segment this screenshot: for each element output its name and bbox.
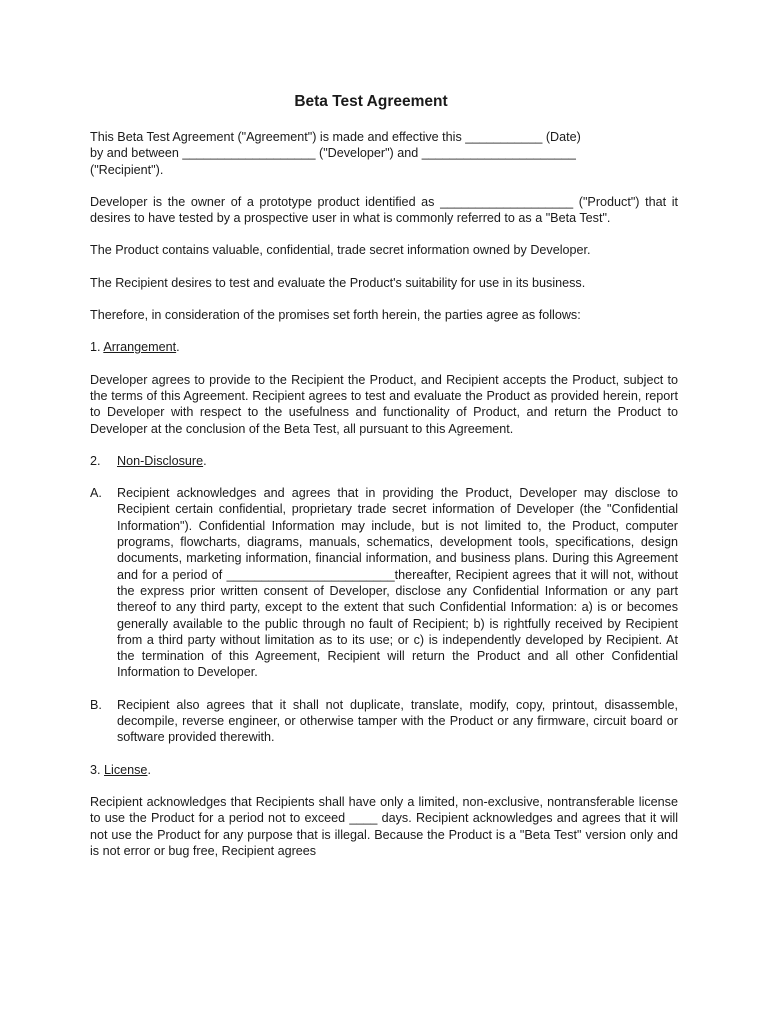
contains-paragraph: The Product contains valuable, confidential, trade secret information owned by Developer. xyxy=(90,243,591,258)
section-3-number: 3. xyxy=(90,762,105,777)
section-1-title: Arrangement xyxy=(103,340,177,355)
section-3-title: License xyxy=(104,762,148,777)
section-2-title: Non-Disclosure xyxy=(117,453,204,468)
section-2-item-b xyxy=(90,697,678,746)
therefore-paragraph: Therefore, in consideration of the promises set forth herein, the parties agree as follows: xyxy=(90,308,581,323)
section-3-period: . xyxy=(147,762,151,777)
section-3-heading xyxy=(90,762,678,778)
section-2-item-a xyxy=(90,485,678,681)
intro-line-2: by and between ___________________ ("Developer") and ______________________ xyxy=(90,146,576,161)
section-1-body: Developer agrees to provide to the Recipient the Product, and Recipient accepts the Product, subject to the terms of this Agreement. Recipient agrees to test and evaluate the Product as provided herein, report to Developer with respect to the usefulness and functionality of Product, and return the Product to Developer at the conclusion of the Beta Test, all pursuant to this Agreement. xyxy=(90,372,678,436)
item-a-text: Recipient acknowledges and agrees that in providing the Product, Developer may disclose to Recipient certain confidential, proprietary trade secret information of Developer (the "Confidential Information"). Confidential Information may include, but is not limited to, the Product, computer programs, flowcharts, diagrams, manuals, schematics, development tools, specifications, design documents, marketing information, financial information, and business plans. During this Agreement and for a period of ________________________thereafter, Recipient agrees that it will not, without the express prior written consent of Developer, disclose any Confidential Information or any part thereof to any third party, except to the extent that such Confidential Information: a) is or becomes generally available to the public through no fault of Recipient; b) is rightfully received by Recipient from a third party without limitation as to its use; or c) is independently developed by Recipient. At the termination of this Agreement, Recipient will return the Product and all other Confidential Information to Developer. xyxy=(117,486,678,680)
section-2-period: . xyxy=(203,453,207,468)
document-title: Beta Test Agreement xyxy=(294,93,448,110)
document-page xyxy=(90,92,678,875)
section-2-heading xyxy=(90,453,678,469)
intro-paragraph xyxy=(90,129,678,178)
section-3-body: Recipient acknowledges that Recipients shall have only a limited, non-exclusive, nontransferable license to use the Product for a period not to exceed ____ days. Recipient acknowledges and agrees that it will not use the Product for any purpose that is illegal. Because the Product is a "Beta Test" version only and is not error or bug free, Recipient agrees xyxy=(90,794,678,858)
item-a-marker: A. xyxy=(90,486,102,501)
owner-paragraph: Developer is the owner of a prototype product identified as ___________________ ("Product") that it desires to have tested by a prospective user in what is commonly referred to as a "Beta Test". xyxy=(90,194,678,226)
section-1-period: . xyxy=(176,340,180,355)
intro-line-3: ("Recipient"). xyxy=(90,162,164,177)
section-2-number: 2. xyxy=(90,453,101,468)
item-b-text: Recipient also agrees that it shall not duplicate, translate, modify, copy, printout, disassemble, decompile, reverse engineer, or otherwise tamper with the Product or any firmware, circuit board or software provided therewith. xyxy=(117,697,678,745)
item-b-marker: B. xyxy=(90,697,102,712)
intro-line-1: This Beta Test Agreement ("Agreement") is made and effective this ___________ (Date) xyxy=(90,130,581,144)
section-1-heading xyxy=(90,339,678,355)
desires-paragraph: The Recipient desires to test and evaluate the Product's suitability for use in its business. xyxy=(90,275,586,290)
section-1-number: 1. xyxy=(90,340,104,355)
